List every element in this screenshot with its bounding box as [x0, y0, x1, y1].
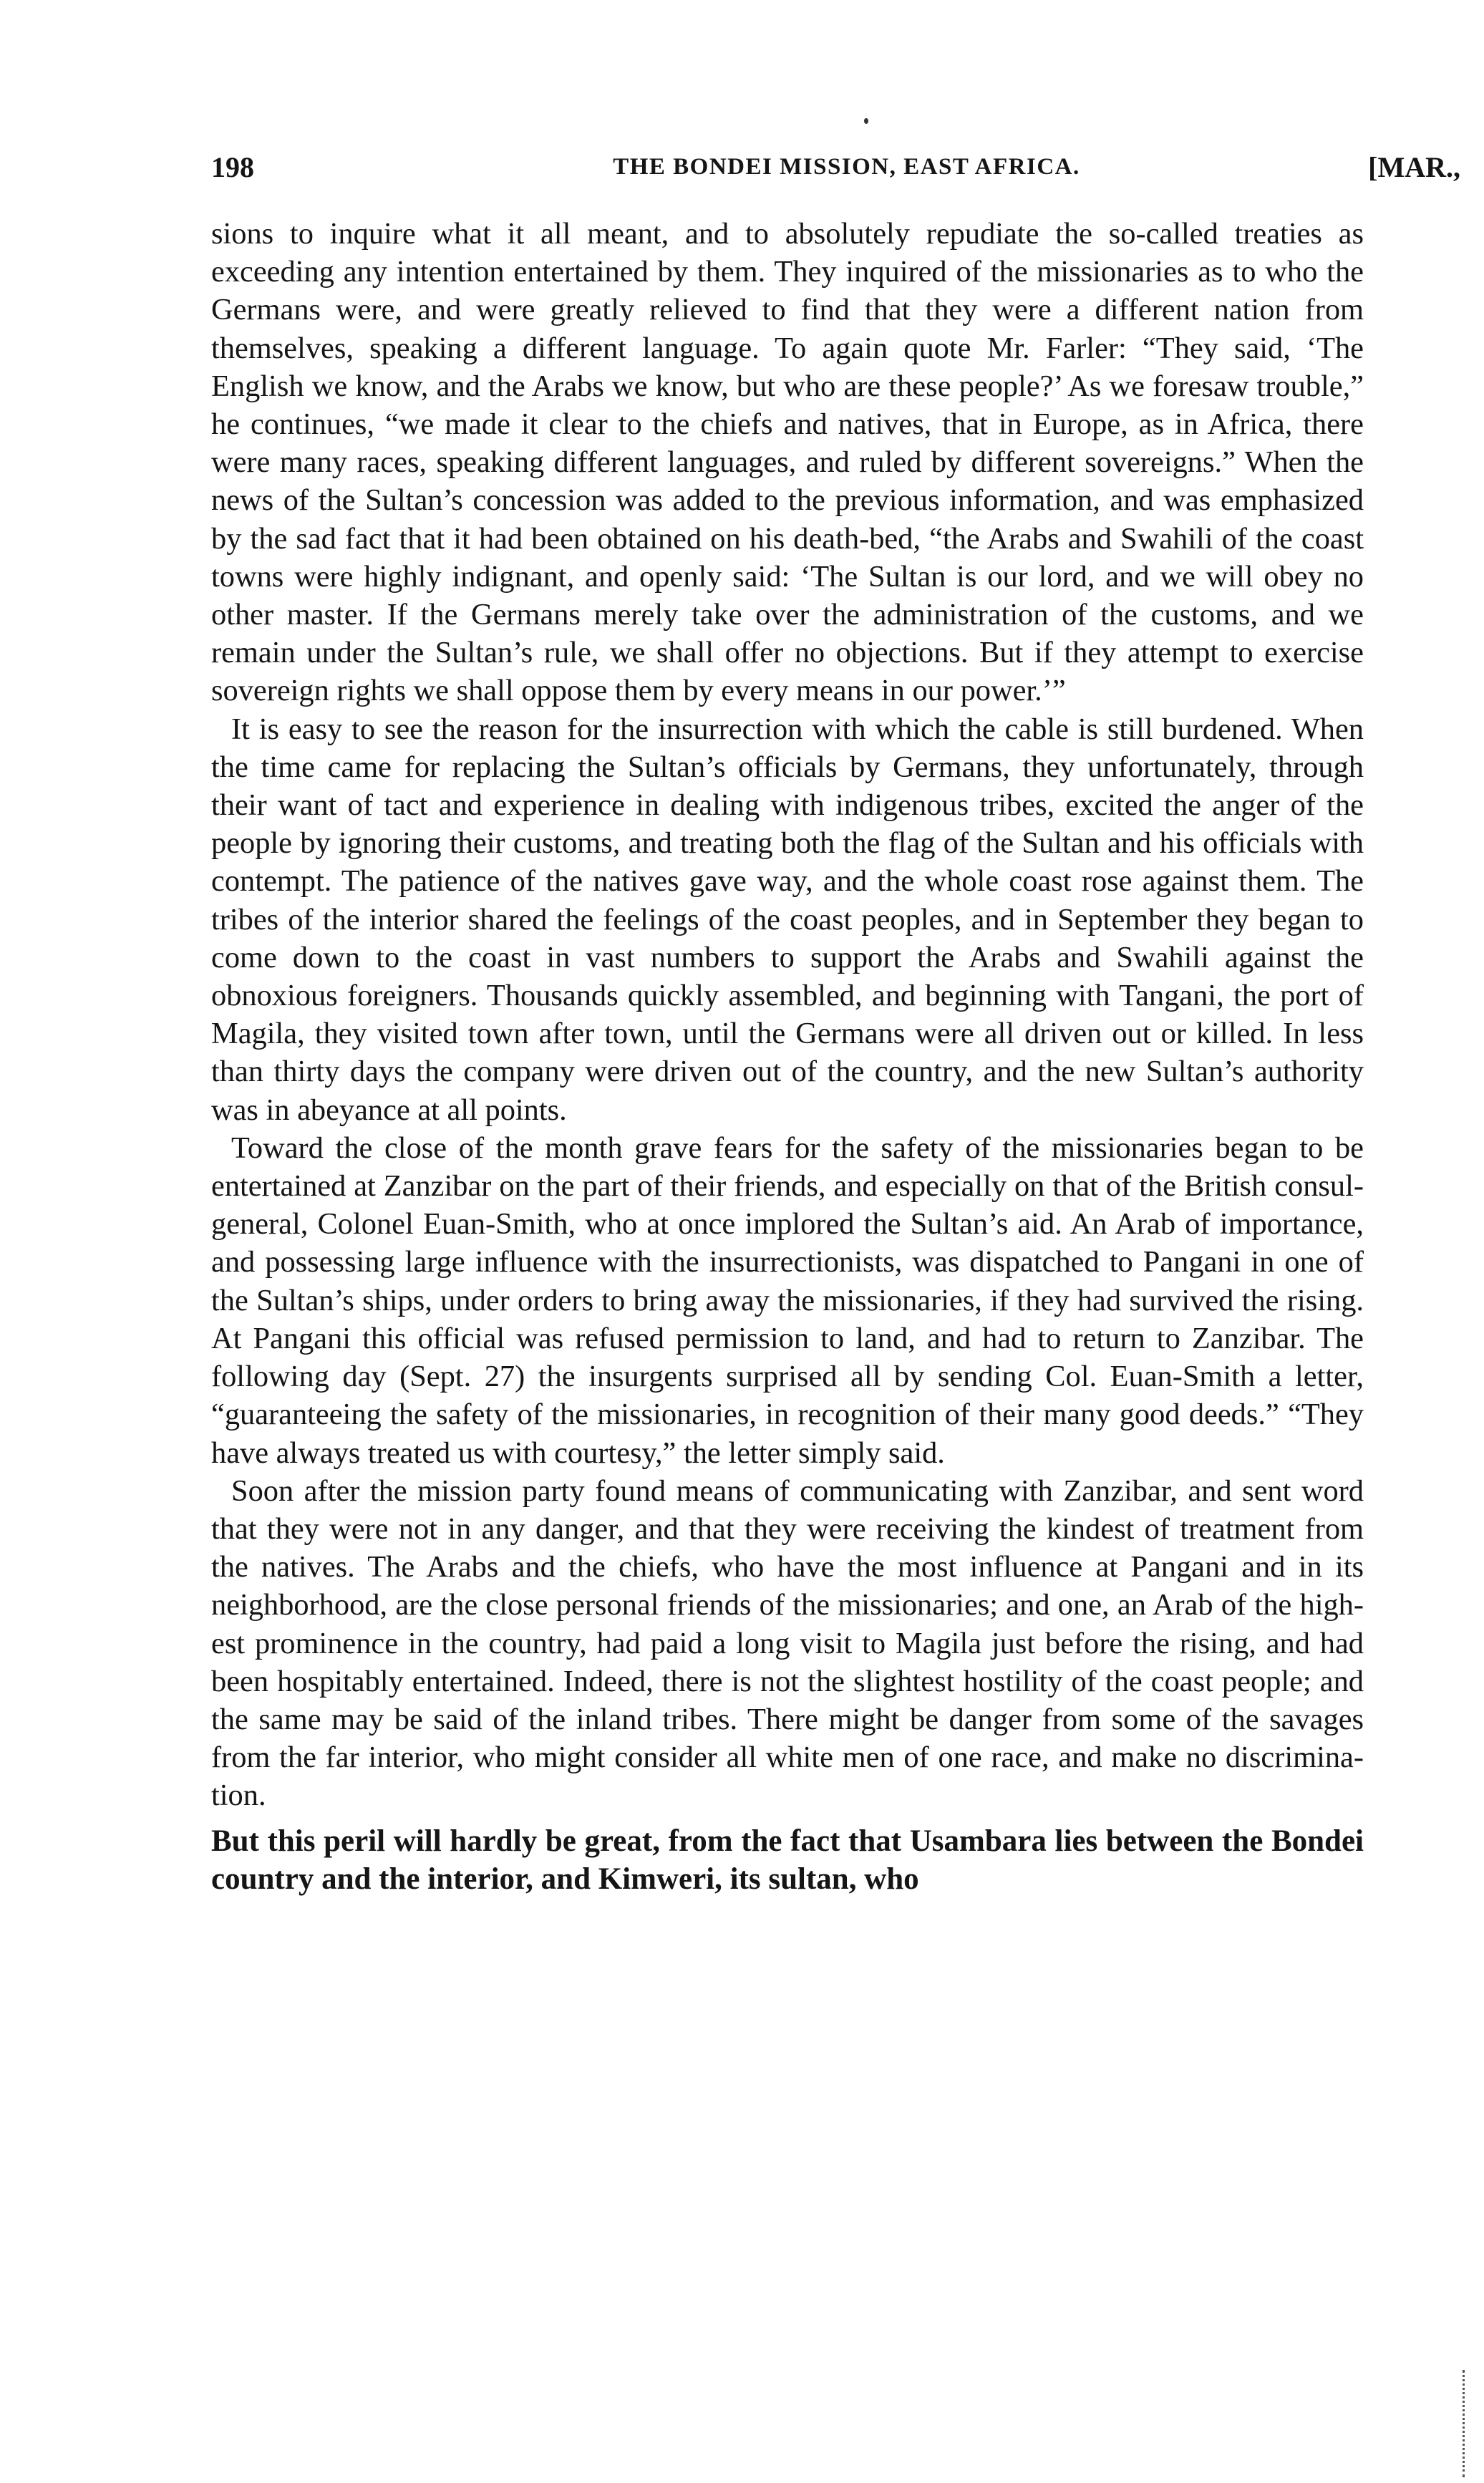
paragraph: It is easy to see the reason for the insurrection with which the cable is still burdened. When the time came for replacing the Sultan’s officials by Germans, they unfortunately, through their want of tact and experience in dealing with indigenous tribes, excited the anger of the people by ignoring their customs, and treating both the flag of the Sultan and his officials with contempt. The patience of the natives gave way, and the whole coast rose against them. The tribes of the interior shared the feelings of the coast peoples, and in September they began to come down to the coast in vast numbers to support the Arabs and Swahili against the obnoxious foreigners. Thousands quickly assembled, and beginning with Tangani, the port of Magila, they visited town after town, until the Germans were all driven out or killed. In less than thirty days the company were driven out of the country, and the new Sultan’s authority was in abeyance at all points.: [211, 712, 1364, 1127]
paragraph: But this peril will hardly be great, from the fact that Usambara lies between the Bondei country and the interior, and Kimweri, its sultan, who: [211, 1824, 1364, 1896]
page-header: [211, 150, 1460, 193]
paragraph: Soon after the mission party found means of communicating with Zanzibar, and sent word that they were not in any danger, and that they were receiving the kindest of treatment from the natives. The Arabs and the chiefs, who have the most influence at Pangani and in its neighborhood, are the close personal friends of the missionaries; and one, an Arab of the highest prominence in the country, had paid a long visit to Magila just before the rising, and had been hospitably entertained. Indeed, there is not the slightest hostility of the coast people; and the same may be said of the inland tribes. There might be danger from some of the savages from the far interior, who might consider all white men of one race, and make no discrimination.: [211, 1473, 1364, 1813]
paragraph: Toward the close of the month grave fears for the safety of the missionaries began to be entertained at Zanzibar on the part of their friends, and especially on that of the British consul-general, Colonel Euan-Smith, who at once implored the Sultan’s aid. An Arab of importance, and possessing large influence with the insurrectionists, was dispatched to Pangani in one of the Sultan’s ships, under orders to bring away the missionaries, if they had survived the rising. At Pangani this official was refused permission to land, and had to return to Zanzibar. The following day (Sept. 27) the insurgents surprised all by sending Col. Euan-Smith a letter, “guaranteeing the safety of the missionaries, in recognition of their many good deeds.” “They have always treated us with courtesy,” the letter simply said.: [211, 1131, 1364, 1470]
margin-scan-marks: [1463, 2370, 1468, 2477]
paragraph: sions to inquire what it all meant, and to absolutely repudiate the so-called treaties as exceeding any intention entertained by them. They inquired of the missionaries as to who the Germans were, and were greatly relieved to find that they were a different nation from themselves, speaking a different language. To again quote Mr. Farler: “They said, ‘The English we know, and the Arabs we know, but who are these people?’ As we foresaw trouble,” he continues, “we made it clear to the chiefs and natives, that in Europe, as in Africa, there were many races, speaking different languages, and ruled by different sovereigns.” When the news of the Sultan’s concession was added to the previous information, and was emphasized by the sad fact that it had been obtained on his death-bed, “the Arabs and Swahili of the coast towns were highly indignant, and openly said: ‘The Sultan is our lord, and we will obey no other master. If the Germans merely take over the administration of the customs, and we remain under the Sultan’s rule, we shall offer no objections. But if they attempt to exercise sovereign rights we shall oppose them by every means in our power.’”: [211, 217, 1364, 708]
print-speck: [864, 118, 868, 124]
header-date: [MAR.,: [1368, 151, 1460, 183]
body-text: [211, 215, 1364, 1898]
running-title: THE BONDEI MISSION, EAST AFRICA.: [613, 154, 1080, 180]
page-number: 198: [211, 151, 254, 183]
